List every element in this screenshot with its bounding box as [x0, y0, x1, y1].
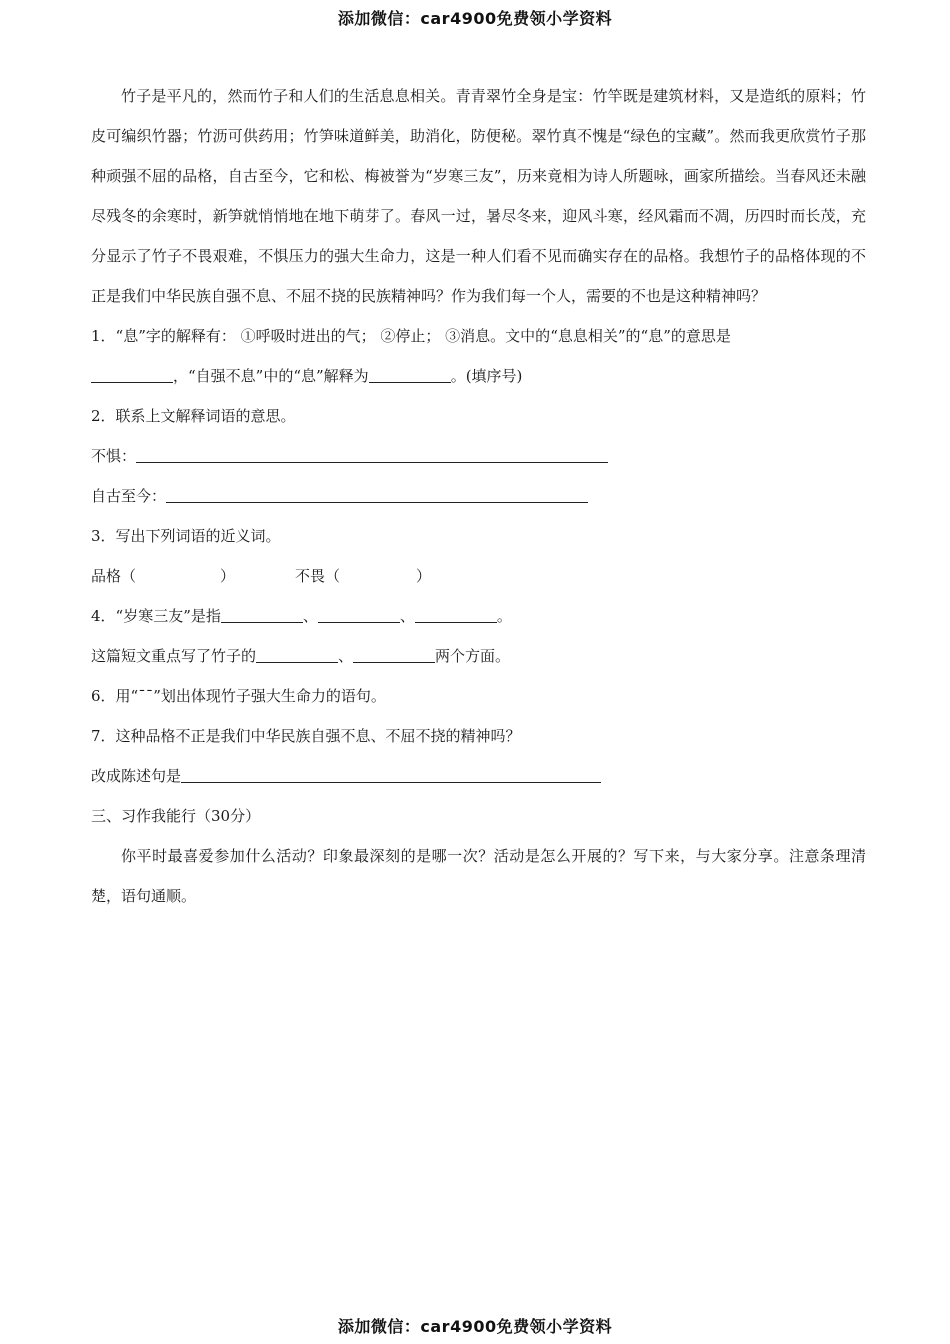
question-1-answer-line	[91, 356, 866, 396]
question-2: 2．联系上文解释词语的意思。	[91, 407, 296, 425]
question-4	[91, 596, 866, 636]
q4-prefix: 4．“岁寒三友”是指	[91, 607, 221, 625]
q1-end-text: 。(填序号)	[450, 367, 523, 385]
answer-blank[interactable]	[91, 364, 173, 383]
q6-prefix: 6．用“	[91, 687, 139, 705]
q6-mark: ˉˉ	[138, 687, 154, 705]
question-7-answer	[91, 756, 866, 796]
answer-blank[interactable]	[136, 444, 608, 463]
q5-prefix: 这篇短文重点写了竹子的	[91, 647, 257, 665]
faint-header-text	[0, 28, 950, 35]
answer-blank[interactable]	[369, 364, 451, 383]
q7-label: 改成陈述句是	[91, 767, 182, 785]
q3b-label: 不畏（	[295, 567, 341, 585]
question-6	[91, 676, 866, 716]
answer-blank[interactable]	[318, 604, 400, 623]
q1-mid-text: ，“自强不息”中的“息”解释为	[173, 367, 369, 385]
q3a-close: ）	[220, 567, 236, 585]
answer-blank[interactable]	[256, 644, 338, 663]
q2a-label: 不惧：	[91, 447, 137, 465]
q4-separator: 、	[399, 607, 415, 625]
q5-separator: 、	[338, 647, 354, 665]
q3a-label: 品格（	[91, 567, 137, 585]
answer-blank[interactable]	[166, 484, 588, 503]
question-7: 7．这种品格不正是我们中华民族自强不息、不屈不挠的精神吗？	[91, 727, 521, 745]
answer-blank[interactable]	[221, 604, 303, 623]
q6-suffix: ”划出体现竹子强大生命力的语句。	[153, 687, 386, 705]
answer-blank[interactable]	[353, 644, 435, 663]
section-3-heading: 三、习作我能行（30分）	[91, 807, 261, 825]
q5-end: 两个方面。	[435, 647, 511, 665]
passage-paragraph: 竹子是平凡的，然而竹子和人们的生活息息相关。青青翠竹全身是宝：竹竿既是建筑材料，又是造纸的原料；竹皮可编织竹器；竹沥可供药用；竹笋味道鲜美，助消化，防便秘。翠竹真不愧是“绿色的宝藏”。然而我更欣赏竹子那种顽强不屈的品格，自古至今，它和松、梅被誉为“岁寒三友”，历来竟相为诗人所题咏，画家所描绘。当春风还未融尽残冬的余寒时，新笋就悄悄地在地下萌芽了。春风一过，暑尽冬来，迎风斗寒，经风霜而不凋，历四时而长茂，充分显示了竹子不畏艰难，不惧压力的强大生命力，这是一种人们看不见而确实存在的品格。我想竹子的品格体现的不正是我们中华民族自强不息、不屈不挠的民族精神吗？作为我们每一个人，需要的不也是这种精神吗？	[91, 87, 866, 305]
question-2a	[91, 436, 866, 476]
watermark-banner-top: 添加微信：car4900免费领小学资料	[337, 9, 613, 28]
question-3: 3．写出下列词语的近义词。	[91, 527, 281, 545]
question-1: 1．“息”字的解释有： ①呼吸时进出的气； ②停止； ③消息。文中的“息息相关”的“息”的意思是	[91, 327, 731, 345]
q4-separator: 、	[302, 607, 318, 625]
q2b-label: 自古至今：	[91, 487, 167, 505]
answer-blank[interactable]	[181, 764, 601, 783]
q4-end: 。	[496, 607, 512, 625]
question-3-answers	[91, 556, 866, 596]
answer-blank[interactable]	[415, 604, 497, 623]
section-3-prompt: 你平时最喜爱参加什么活动？印象最深刻的是哪一次？活动是怎么开展的？写下来，与大家分享。注意条理清楚，语句通顺。	[91, 847, 866, 905]
question-5	[91, 636, 866, 676]
worksheet-content	[91, 76, 866, 916]
q3b-close: ）	[416, 567, 432, 585]
watermark-banner-bottom: 添加微信：car4900免费领小学资料	[337, 1317, 613, 1336]
question-2b	[91, 476, 866, 516]
